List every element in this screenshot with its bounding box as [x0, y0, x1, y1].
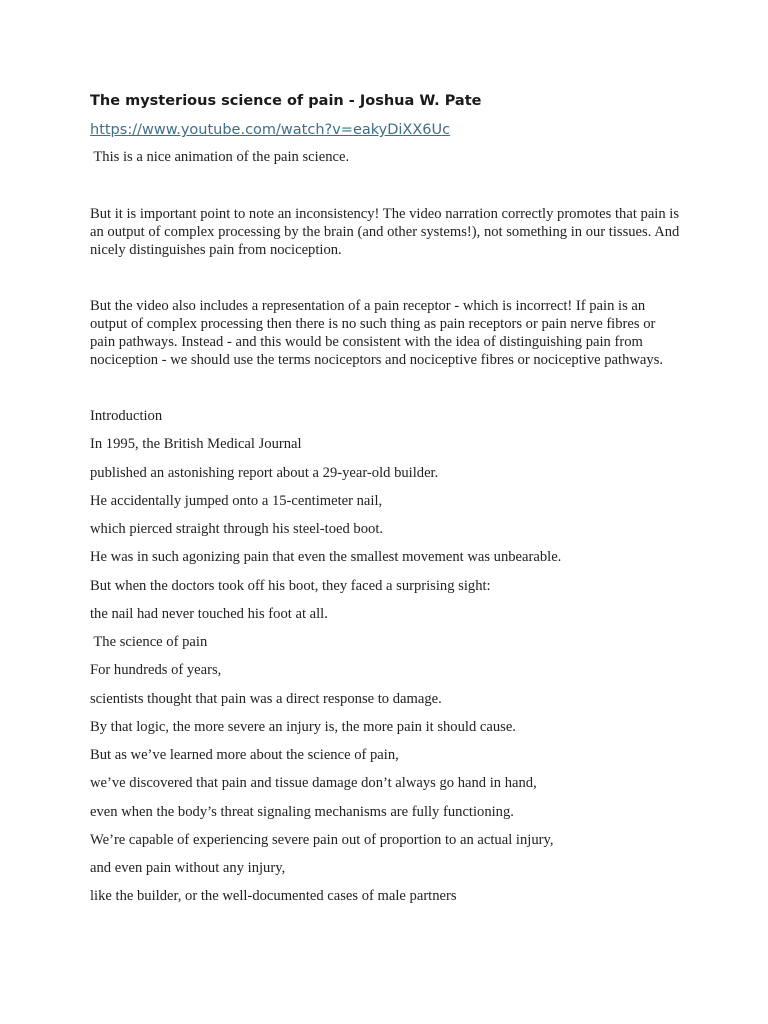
- transcript-line: the nail had never touched his foot at all.: [90, 605, 328, 622]
- video-link[interactable]: https://www.youtube.com/watch?v=eakyDiXX6Uc: [90, 122, 451, 138]
- transcript-line: But as we’ve learned more about the science of pain,: [90, 747, 399, 763]
- transcript-line: By that logic, the more severe an injury is, the more pain it should cause.: [90, 718, 516, 735]
- transcript-line: published an astonishing report about a 29-year-old builder.: [90, 464, 439, 481]
- transcript-heading-introduction: Introduction: [90, 408, 163, 424]
- document-title: The mysterious science of pain - Joshua W. Pate: [90, 93, 482, 109]
- transcript-line: In 1995, the British Medical Journal: [90, 436, 302, 453]
- transcript-line: He accidentally jumped onto a 15-centimeter nail,: [90, 492, 383, 509]
- transcript-line: even when the body’s threat signaling mechanisms are fully functioning.: [90, 803, 514, 820]
- transcript-line: which pierced straight through his steel-toed boot.: [90, 521, 384, 537]
- transcript-heading-science-of-pain: The science of pain: [90, 634, 208, 650]
- transcript-line: scientists thought that pain was a direct response to damage.: [90, 690, 442, 707]
- transcript-line: and even pain without any injury,: [90, 860, 286, 876]
- transcript-line: But when the doctors took off his boot, they faced a surprising sight:: [90, 577, 491, 594]
- transcript-line: He was in such agonizing pain that even the smallest movement was unbearable.: [90, 549, 562, 566]
- transcript-line: we’ve discovered that pain and tissue damage don’t always go hand in hand,: [90, 775, 537, 792]
- paragraph-inconsistency: But it is important point to note an inconsistency! The video narration correctly promotes that pain is an output of complex processing by the brain (and other systems!), not something in our tissues. And nicely distinguishes pain from nociception.: [90, 206, 680, 258]
- document-page: [90, 88, 680, 916]
- transcript-line: like the builder, or the well-documented cases of male partners: [90, 888, 457, 905]
- intro-note: This is a nice animation of the pain science.: [90, 149, 350, 165]
- transcript-line: We’re capable of experiencing severe pain out of proportion to an actual injury,: [90, 831, 554, 848]
- transcript-line: For hundreds of years,: [90, 662, 222, 679]
- transcript: [90, 407, 680, 916]
- paragraph-pain-receptor: But the video also includes a representation of a pain receptor - which is incorrect! If pain is an output of complex processing then there is no such thing as pain receptors or pain nerve fibres or pain pathways. Instead - and this would be consistent with the idea of distinguishing pain from nociception - we should use the terms nociceptors and nociceptive fibres or nociceptive pathways.: [90, 298, 664, 368]
